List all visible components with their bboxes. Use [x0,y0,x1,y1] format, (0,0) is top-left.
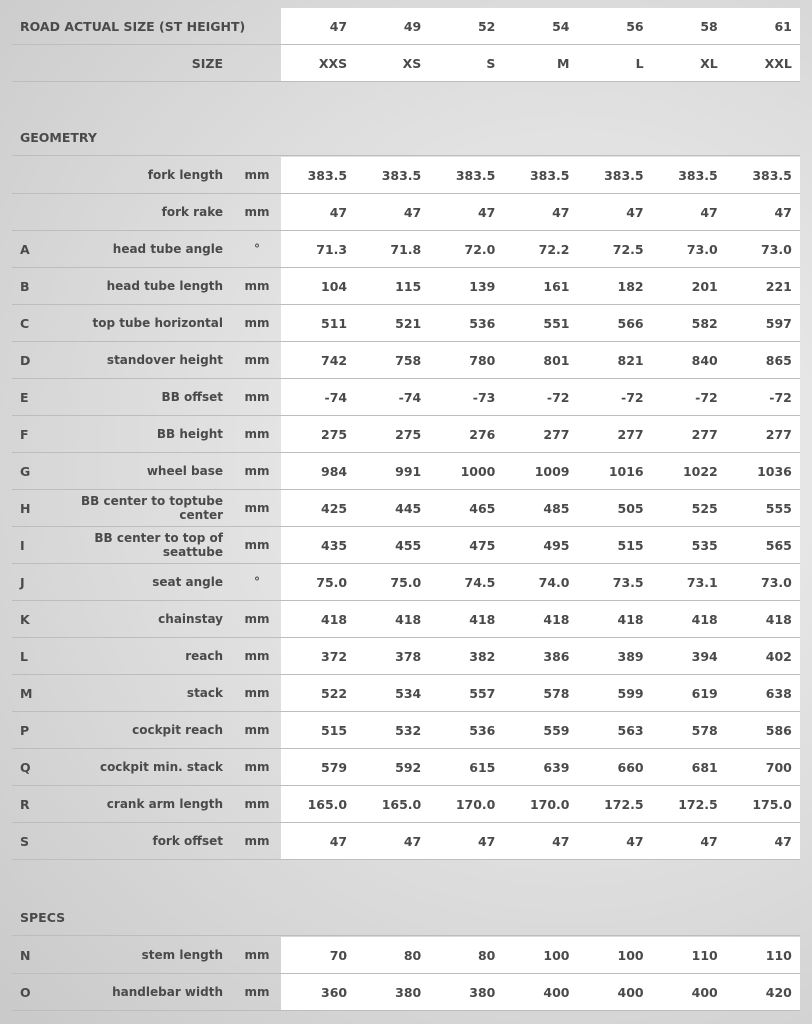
table-cell: 115 [395,279,422,294]
row-unit: mm [244,985,270,999]
table-row [12,342,800,379]
row-unit: ° [254,242,260,256]
table-cell: 425 [321,501,348,516]
row-values [281,823,800,859]
table-cell: -72 [769,390,792,405]
row-label: BB center to top of seattube [94,531,223,559]
row-values [281,937,800,973]
table-row [12,712,800,749]
table-cell: 372 [321,649,348,664]
table-cell: 599 [617,686,644,701]
table-cell: 276 [469,427,496,442]
row-unit: mm [244,316,270,330]
row-letter: E [20,389,29,405]
table-cell: 277 [543,427,570,442]
table-cell: 485 [543,501,570,516]
table-cell: 555 [765,501,792,516]
table-cell: 418 [543,612,570,627]
table-cell: 47 [552,205,570,220]
row-label: BB offset [161,390,223,404]
table-cell: 389 [617,649,644,664]
table-cell: 582 [691,316,718,331]
table-cell: 75.0 [316,575,348,590]
table-cell: 418 [395,612,422,627]
size-value: XXS [318,56,348,71]
table-cell: 445 [395,501,422,516]
table-cell: -72 [695,390,718,405]
row-unit: ° [254,575,260,589]
table-cell: 47 [552,834,570,849]
row-unit: mm [244,538,270,552]
table-cell: 170.0 [455,797,496,812]
row-label: seat angle [152,575,223,589]
row-unit: mm [244,612,270,626]
row-label: head tube length [106,279,223,293]
table-cell: 360 [321,985,348,1000]
row-values [281,786,800,822]
table-cell: 110 [765,948,792,963]
row-values [281,974,800,1010]
geometry-table [12,157,800,860]
row-values [281,712,800,748]
row-label: handlebar width [112,985,223,999]
table-cell: 515 [321,723,348,738]
table-row [12,416,800,453]
row-unit: mm [244,649,270,663]
row-values [281,601,800,637]
row-unit: mm [244,686,270,700]
row-unit: mm [244,797,270,811]
table-cell: 71.3 [316,242,348,257]
row-values [281,675,800,711]
table-cell: 378 [395,649,422,664]
row-label: fork rake [161,205,223,219]
table-cell: 535 [691,538,718,553]
table-cell: 100 [543,948,570,963]
table-cell: 383.5 [604,168,644,183]
row-letter: D [20,352,31,368]
table-cell: 1036 [757,464,792,479]
table-row [12,268,800,305]
table-cell: 383.5 [307,168,348,183]
table-cell: 47 [403,205,422,220]
table-row [12,194,800,231]
table-row [12,823,800,860]
size-value: L [635,56,644,71]
table-cell: 505 [617,501,644,516]
row-letter: C [20,315,30,331]
table-cell: 1016 [608,464,644,479]
table-cell: 475 [469,538,496,553]
actual-size-value: 49 [403,19,422,34]
row-label: head tube angle [112,242,223,256]
table-cell: 75.0 [390,575,422,590]
table-row [12,786,800,823]
table-cell: 578 [691,723,718,738]
table-cell: 1000 [460,464,496,479]
row-letter: I [20,537,25,553]
table-cell: 172.5 [678,797,718,812]
table-cell: 400 [617,985,644,1000]
table-cell: 380 [469,985,496,1000]
table-cell: 592 [395,760,422,775]
row-label: BB center to toptube center [81,494,223,522]
table-cell: 139 [469,279,496,294]
size-label: SIZE [191,55,223,71]
row-letter: F [20,426,29,442]
table-cell: 1022 [682,464,718,479]
row-label: top tube horizontal [92,316,223,330]
table-row [12,974,800,1011]
geometry-title: GEOMETRY [20,130,97,145]
row-unit: mm [244,279,270,293]
table-cell: 73.0 [761,575,792,590]
table-cell: 110 [691,948,718,963]
row-unit: mm [244,723,270,737]
row-label: stem length [141,948,223,962]
table-cell: 418 [765,612,792,627]
table-cell: 383.5 [752,168,792,183]
table-cell: 47 [329,205,348,220]
row-unit: mm [244,168,270,182]
table-cell: 578 [543,686,570,701]
row-values [281,379,800,415]
row-label: cockpit reach [132,723,223,737]
row-label: chainstay [158,612,223,626]
table-cell: 47 [329,834,348,849]
table-row [12,749,800,786]
row-letter: G [20,463,31,479]
table-cell: 383.5 [529,168,570,183]
row-values [281,157,800,193]
size-header-table [12,8,800,82]
row-label: stack [186,686,223,700]
row-label: fork offset [152,834,223,848]
size-value: XL [700,56,718,71]
row-unit: mm [244,464,270,478]
table-cell: -72 [546,390,570,405]
table-row [12,305,800,342]
table-cell: 536 [469,723,496,738]
table-row [12,675,800,712]
row-letter: R [20,796,30,812]
table-row [12,453,800,490]
row-values [281,342,800,378]
table-cell: 170.0 [529,797,570,812]
table-cell: 559 [543,723,570,738]
table-cell: -74 [398,390,422,405]
actual-size-value: 47 [329,19,348,34]
table-cell: 565 [765,538,792,553]
table-cell: 72.5 [612,242,644,257]
table-cell: 277 [691,427,718,442]
table-cell: 383.5 [455,168,496,183]
actual-size-values [281,8,800,44]
table-cell: 865 [765,353,792,368]
table-cell: 221 [765,279,792,294]
table-cell: 840 [691,353,718,368]
row-letter: O [20,984,31,1000]
geometry-title-divider [12,155,800,156]
table-cell: 47 [403,834,422,849]
size-values [281,45,800,81]
table-cell: 515 [617,538,644,553]
table-cell: 47 [477,834,496,849]
table-cell: 400 [691,985,718,1000]
table-cell: 563 [617,723,644,738]
table-cell: 525 [691,501,718,516]
table-row [12,379,800,416]
table-row [12,490,800,527]
table-cell: 566 [617,316,644,331]
row-label: crank arm length [106,797,223,811]
row-unit: mm [244,353,270,367]
table-cell: 615 [469,760,496,775]
table-cell: 72.2 [538,242,570,257]
table-cell: -73 [472,390,496,405]
table-row [12,157,800,194]
row-label: standover height [106,353,223,367]
row-letter: A [20,241,30,257]
table-cell: 383.5 [678,168,718,183]
table-cell: 420 [765,985,792,1000]
table-cell: 80 [477,948,496,963]
row-values [281,305,800,341]
table-cell: 455 [395,538,422,553]
table-cell: 47 [774,834,792,849]
table-cell: 511 [321,316,348,331]
row-letter: K [20,611,30,627]
table-cell: 277 [765,427,792,442]
actual-size-value: 58 [700,19,718,34]
table-cell: 1009 [534,464,570,479]
table-cell: 71.8 [390,242,422,257]
table-cell: 277 [617,427,644,442]
row-values [281,268,800,304]
actual-size-value: 52 [477,19,496,34]
table-cell: 73.0 [761,242,792,257]
table-cell: 435 [321,538,348,553]
row-unit: mm [244,390,270,404]
table-cell: 418 [321,612,348,627]
table-cell: 521 [395,316,422,331]
row-values [281,638,800,674]
table-cell: 801 [543,353,570,368]
table-cell: 394 [691,649,718,664]
table-row [12,231,800,268]
table-cell: 74.5 [464,575,496,590]
table-cell: 660 [617,760,644,775]
table-cell: 383.5 [381,168,422,183]
table-cell: 161 [543,279,570,294]
row-letter: Q [20,759,31,775]
size-value: S [486,56,496,71]
row-letter: S [20,833,30,849]
table-row [12,601,800,638]
row-unit: mm [244,205,270,219]
table-cell: 984 [321,464,348,479]
table-row [12,937,800,974]
table-cell: 758 [395,353,422,368]
table-cell: 165.0 [307,797,348,812]
table-cell: 275 [395,427,422,442]
table-cell: 991 [395,464,422,479]
table-cell: 579 [321,760,348,775]
table-cell: 400 [543,985,570,1000]
table-cell: 175.0 [752,797,792,812]
table-cell: 557 [469,686,496,701]
table-cell: 532 [395,723,422,738]
row-values [281,564,800,600]
table-cell: 47 [700,205,718,220]
row-letter: L [20,648,28,664]
table-cell: 47 [774,205,792,220]
row-values [281,416,800,452]
row-label: fork length [147,168,223,182]
table-cell: 597 [765,316,792,331]
table-cell: -72 [621,390,644,405]
size-value: XS [402,56,422,71]
row-unit: mm [244,760,270,774]
table-cell: 402 [765,649,792,664]
table-cell: 619 [691,686,718,701]
row-values [281,527,800,563]
table-cell: -74 [324,390,348,405]
size-value: M [557,56,570,71]
actual-size-value: 54 [552,19,570,34]
row-label: cockpit min. stack [99,760,223,774]
table-cell: 73.0 [686,242,718,257]
size-row [12,45,800,82]
table-cell: 418 [617,612,644,627]
table-cell: 165.0 [381,797,422,812]
row-values [281,453,800,489]
table-cell: 586 [765,723,792,738]
table-cell: 681 [691,760,718,775]
table-cell: 47 [477,205,496,220]
row-values [281,231,800,267]
table-cell: 73.5 [612,575,644,590]
row-letter: J [20,574,25,590]
table-cell: 495 [543,538,570,553]
table-cell: 382 [469,649,496,664]
table-cell: 182 [617,279,644,294]
table-cell: 386 [543,649,570,664]
row-unit: mm [244,948,270,962]
table-cell: 380 [395,985,422,1000]
row-values [281,194,800,230]
row-label: wheel base [146,464,223,478]
row-label: reach [185,649,223,663]
table-row [12,527,800,564]
row-letter: P [20,722,30,738]
table-cell: 47 [700,834,718,849]
table-cell: 522 [321,686,348,701]
specs-table [12,937,800,1011]
row-letter: M [20,685,33,701]
actual-size-value: 56 [626,19,644,34]
table-cell: 275 [321,427,348,442]
row-unit: mm [244,834,270,848]
table-cell: 74.0 [538,575,570,590]
table-row [12,564,800,601]
table-cell: 70 [329,948,348,963]
row-values [281,749,800,785]
table-cell: 47 [626,834,644,849]
row-letter: B [20,278,30,294]
table-cell: 780 [469,353,496,368]
row-letter: H [20,500,31,516]
table-cell: 73.1 [686,575,718,590]
table-cell: 80 [403,948,422,963]
actual-size-value: 61 [774,19,792,34]
row-letter: N [20,947,31,963]
table-cell: 465 [469,501,496,516]
table-cell: 534 [395,686,422,701]
row-label: BB height [156,427,223,441]
table-cell: 104 [321,279,348,294]
table-cell: 47 [626,205,644,220]
specs-title: SPECS [20,910,66,925]
table-cell: 638 [765,686,792,701]
table-cell: 100 [617,948,644,963]
table-cell: 821 [617,353,644,368]
row-unit: mm [244,501,270,515]
table-cell: 742 [321,353,348,368]
table-cell: 639 [543,760,570,775]
table-cell: 72.0 [464,242,496,257]
size-value: XXL [764,56,792,71]
table-cell: 418 [469,612,496,627]
table-cell: 551 [543,316,570,331]
specs-title-divider [12,935,800,936]
table-cell: 172.5 [604,797,644,812]
table-cell: 201 [691,279,718,294]
row-unit: mm [244,427,270,441]
table-cell: 418 [691,612,718,627]
row-values [281,490,800,526]
actual-size-row [12,8,800,45]
actual-size-label: ROAD ACTUAL SIZE (ST HEIGHT) [20,18,246,34]
table-cell: 536 [469,316,496,331]
table-cell: 700 [765,760,792,775]
table-row [12,638,800,675]
